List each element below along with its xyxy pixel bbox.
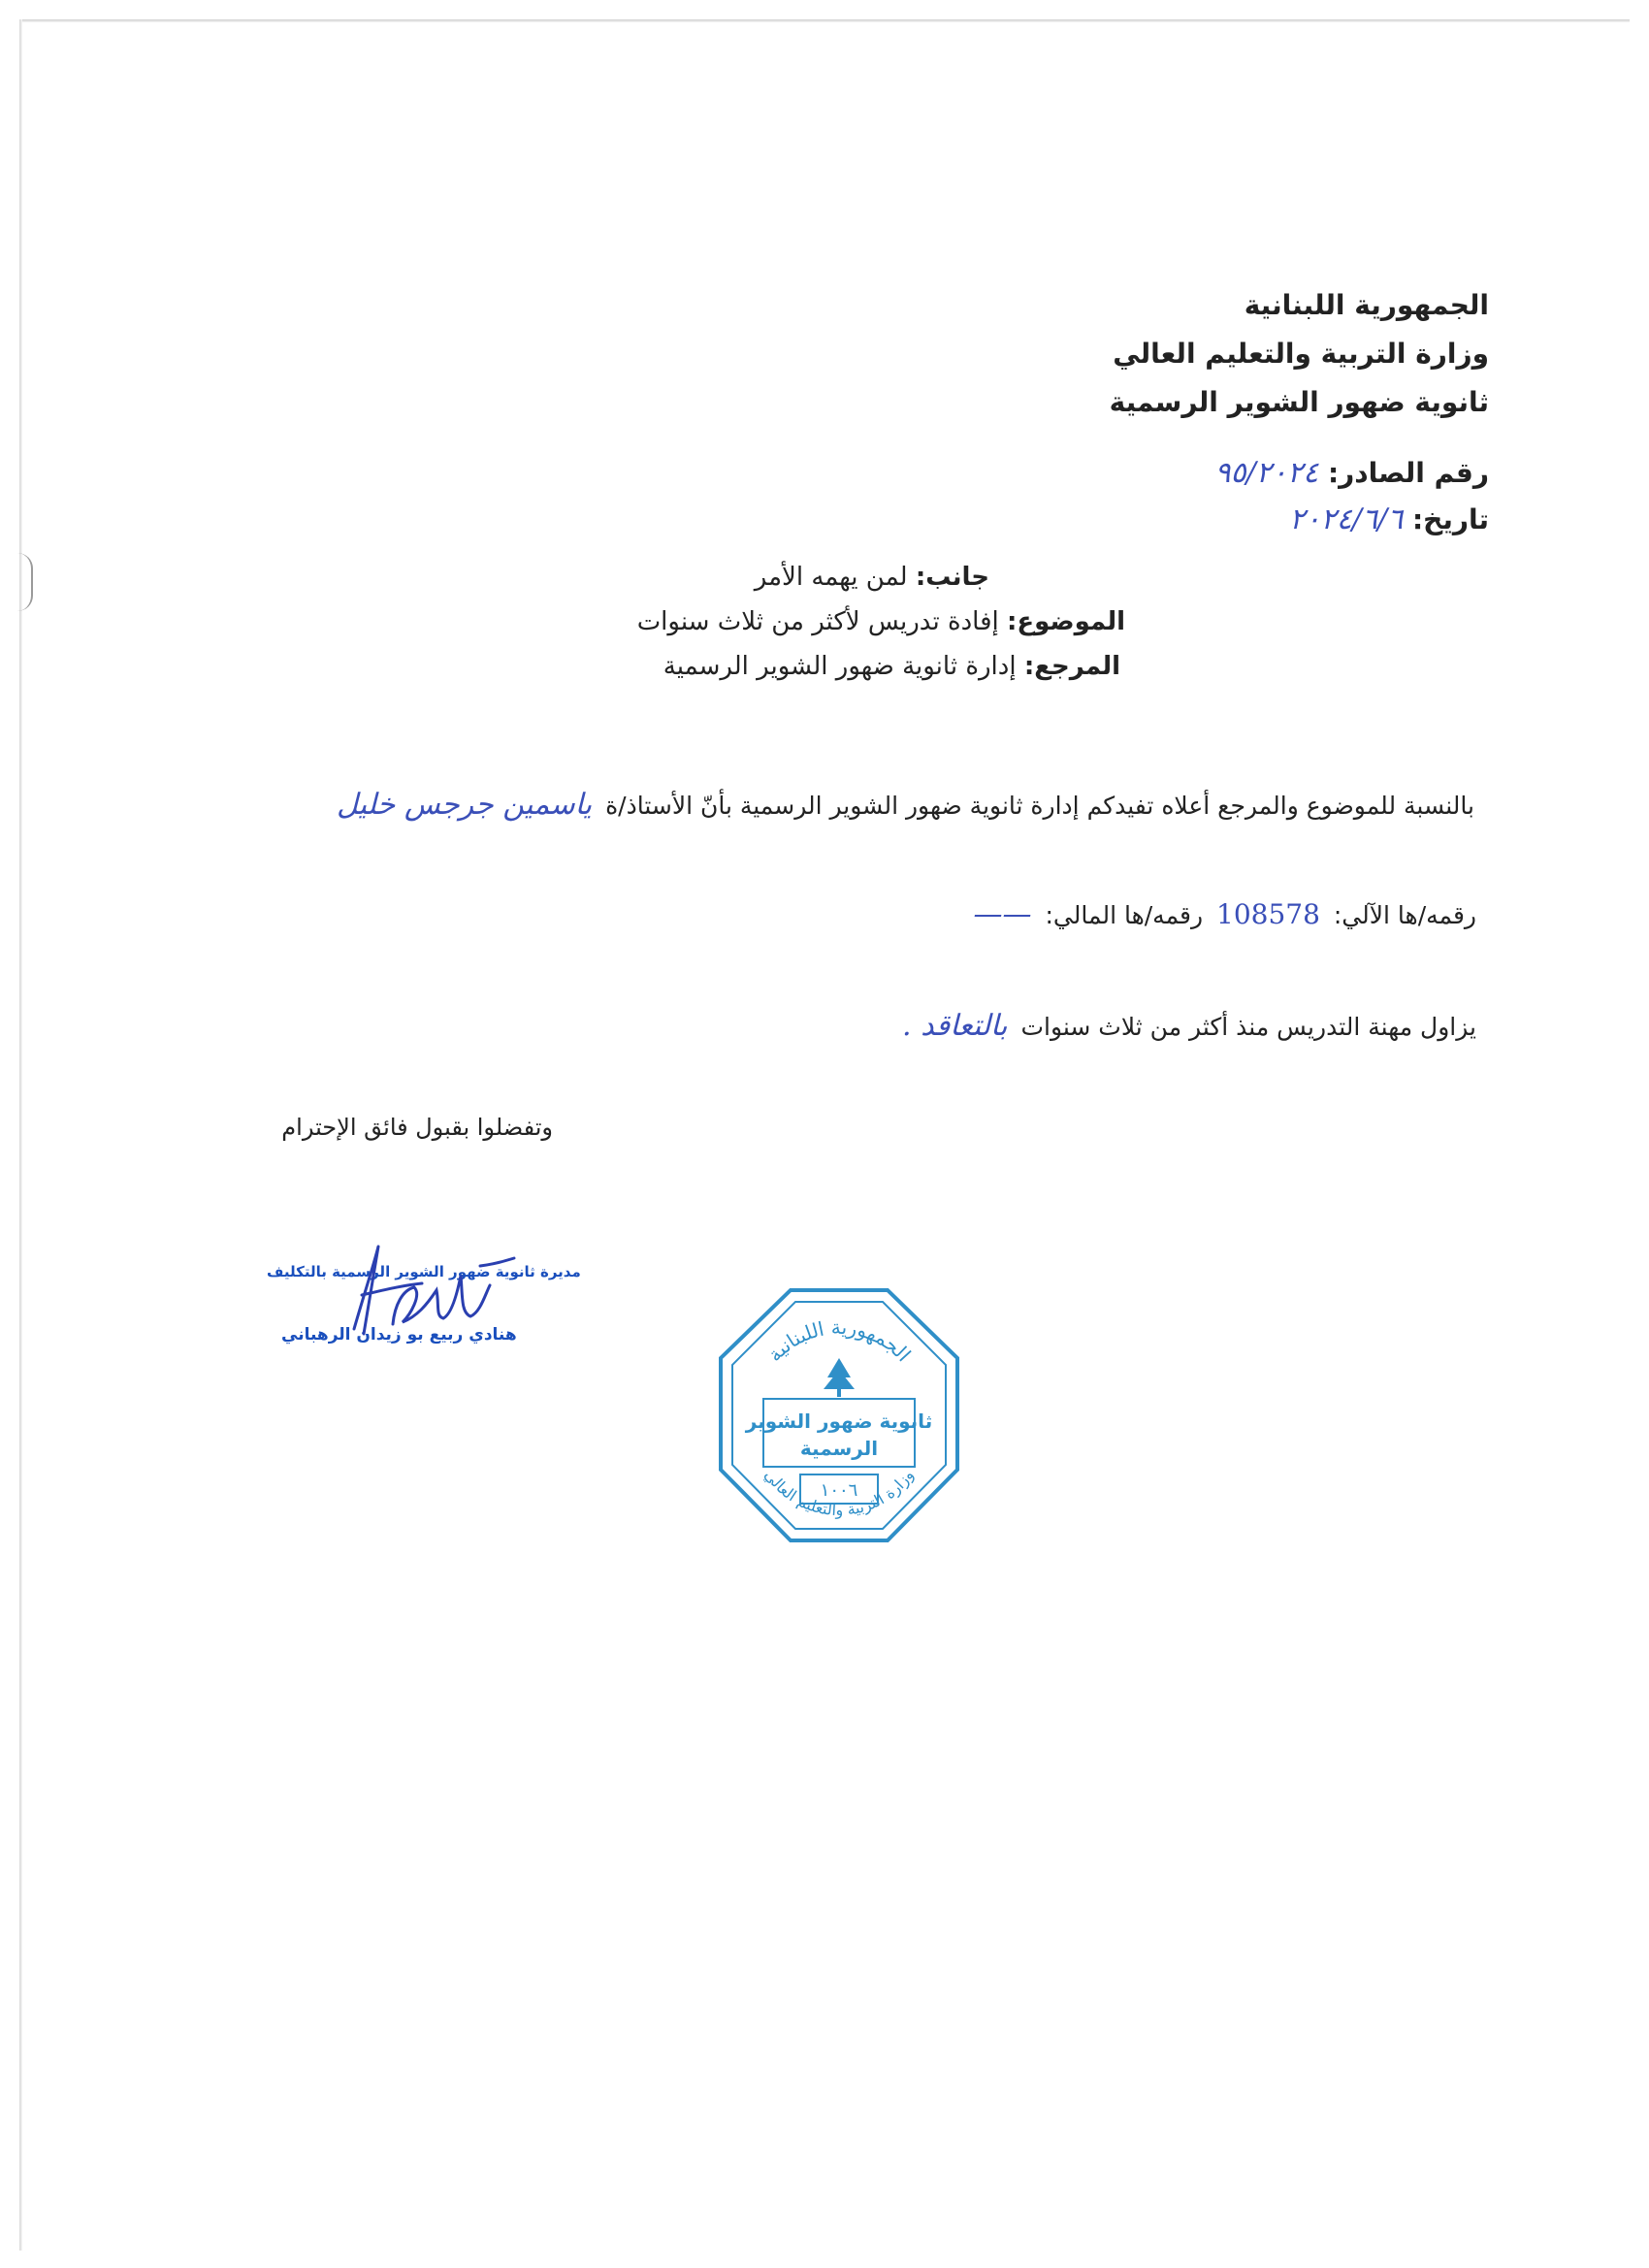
stamp-number: ١٠٠٦ [820, 1480, 858, 1501]
cedar-icon [824, 1358, 855, 1397]
signature-title: مديرة ثانوية ضهور الشوير الرسمية بالتكليف [267, 1263, 581, 1280]
stamp-center-line1: ثانوية ضهور الشوير [745, 1409, 933, 1433]
reference-value: إدارة ثانوية ضهور الشوير الرسمية [663, 652, 1017, 681]
body-text: بالنسبة للموضوع والمرجع أعلاه تفيدكم إدارة ثانوية ضهور الشوير الرسمية بأنّ الأستاذ/ة [605, 792, 1474, 820]
scan-mark [17, 553, 33, 611]
issue-date-row [1289, 502, 1489, 536]
republic-title: الجمهورية اللبنانية [1244, 289, 1489, 321]
subject-row [637, 607, 1125, 636]
financial-number-label: رقمه/ها المالي: [1045, 901, 1204, 929]
recipient-value: لمن يهمه الأمر [754, 563, 908, 592]
ministry-title: وزارة التربية والتعليم العالي [1113, 338, 1489, 370]
recipient-row [755, 563, 989, 592]
stamp-top-text: الجمهورية اللبنانية [762, 1314, 916, 1367]
issue-date-value: ٢٠٢٤/٦/٦ [1289, 502, 1404, 536]
scan-edge [19, 19, 22, 2251]
subject-label: الموضوع: [1007, 607, 1125, 636]
official-stamp [703, 1280, 975, 1552]
auto-number-value: 108578 [1216, 898, 1320, 930]
duration-text: يزاول مهنة التدريس منذ أكثر من ثلاث سنوات [1020, 1013, 1476, 1041]
issue-number-label: رقم الصادر: [1327, 457, 1489, 489]
subject-value: إفادة تدريس لأكثر من ثلاث سنوات [636, 607, 999, 636]
teacher-name: ياسمين جرجس خليل [337, 788, 593, 822]
body-line-duration [896, 1009, 1476, 1043]
issue-number-row [1214, 456, 1489, 490]
school-title: ثانوية ضهور الشوير الرسمية [1109, 386, 1489, 418]
contract-handwritten: بالتعاقد . [902, 1009, 1008, 1043]
stamp-bottom-text: وزارة التربية والتعليم العالي [760, 1466, 918, 1520]
issue-date-label: تاريخ: [1411, 503, 1489, 535]
body-line-teacher [331, 788, 1474, 822]
closing-text: وتفضلوا بقبول فائق الإحترام [281, 1114, 553, 1141]
body-line-numbers [968, 897, 1476, 931]
recipient-label: جانب: [915, 563, 989, 592]
reference-label: المرجع: [1023, 652, 1120, 681]
scan-edge [19, 19, 1630, 22]
financial-number-value: —— [973, 897, 1032, 931]
stamp-center-line2: الرسمية [799, 1437, 879, 1460]
handwritten-signature [335, 1237, 519, 1344]
issue-number-value: ٩٥/٢٠٢٤ [1214, 456, 1319, 490]
signature-name: هنادي ربيع بو زيدان الرهباني [281, 1325, 517, 1345]
reference-row [663, 652, 1120, 681]
auto-number-label: رقمه/ها الآلي: [1333, 901, 1476, 929]
